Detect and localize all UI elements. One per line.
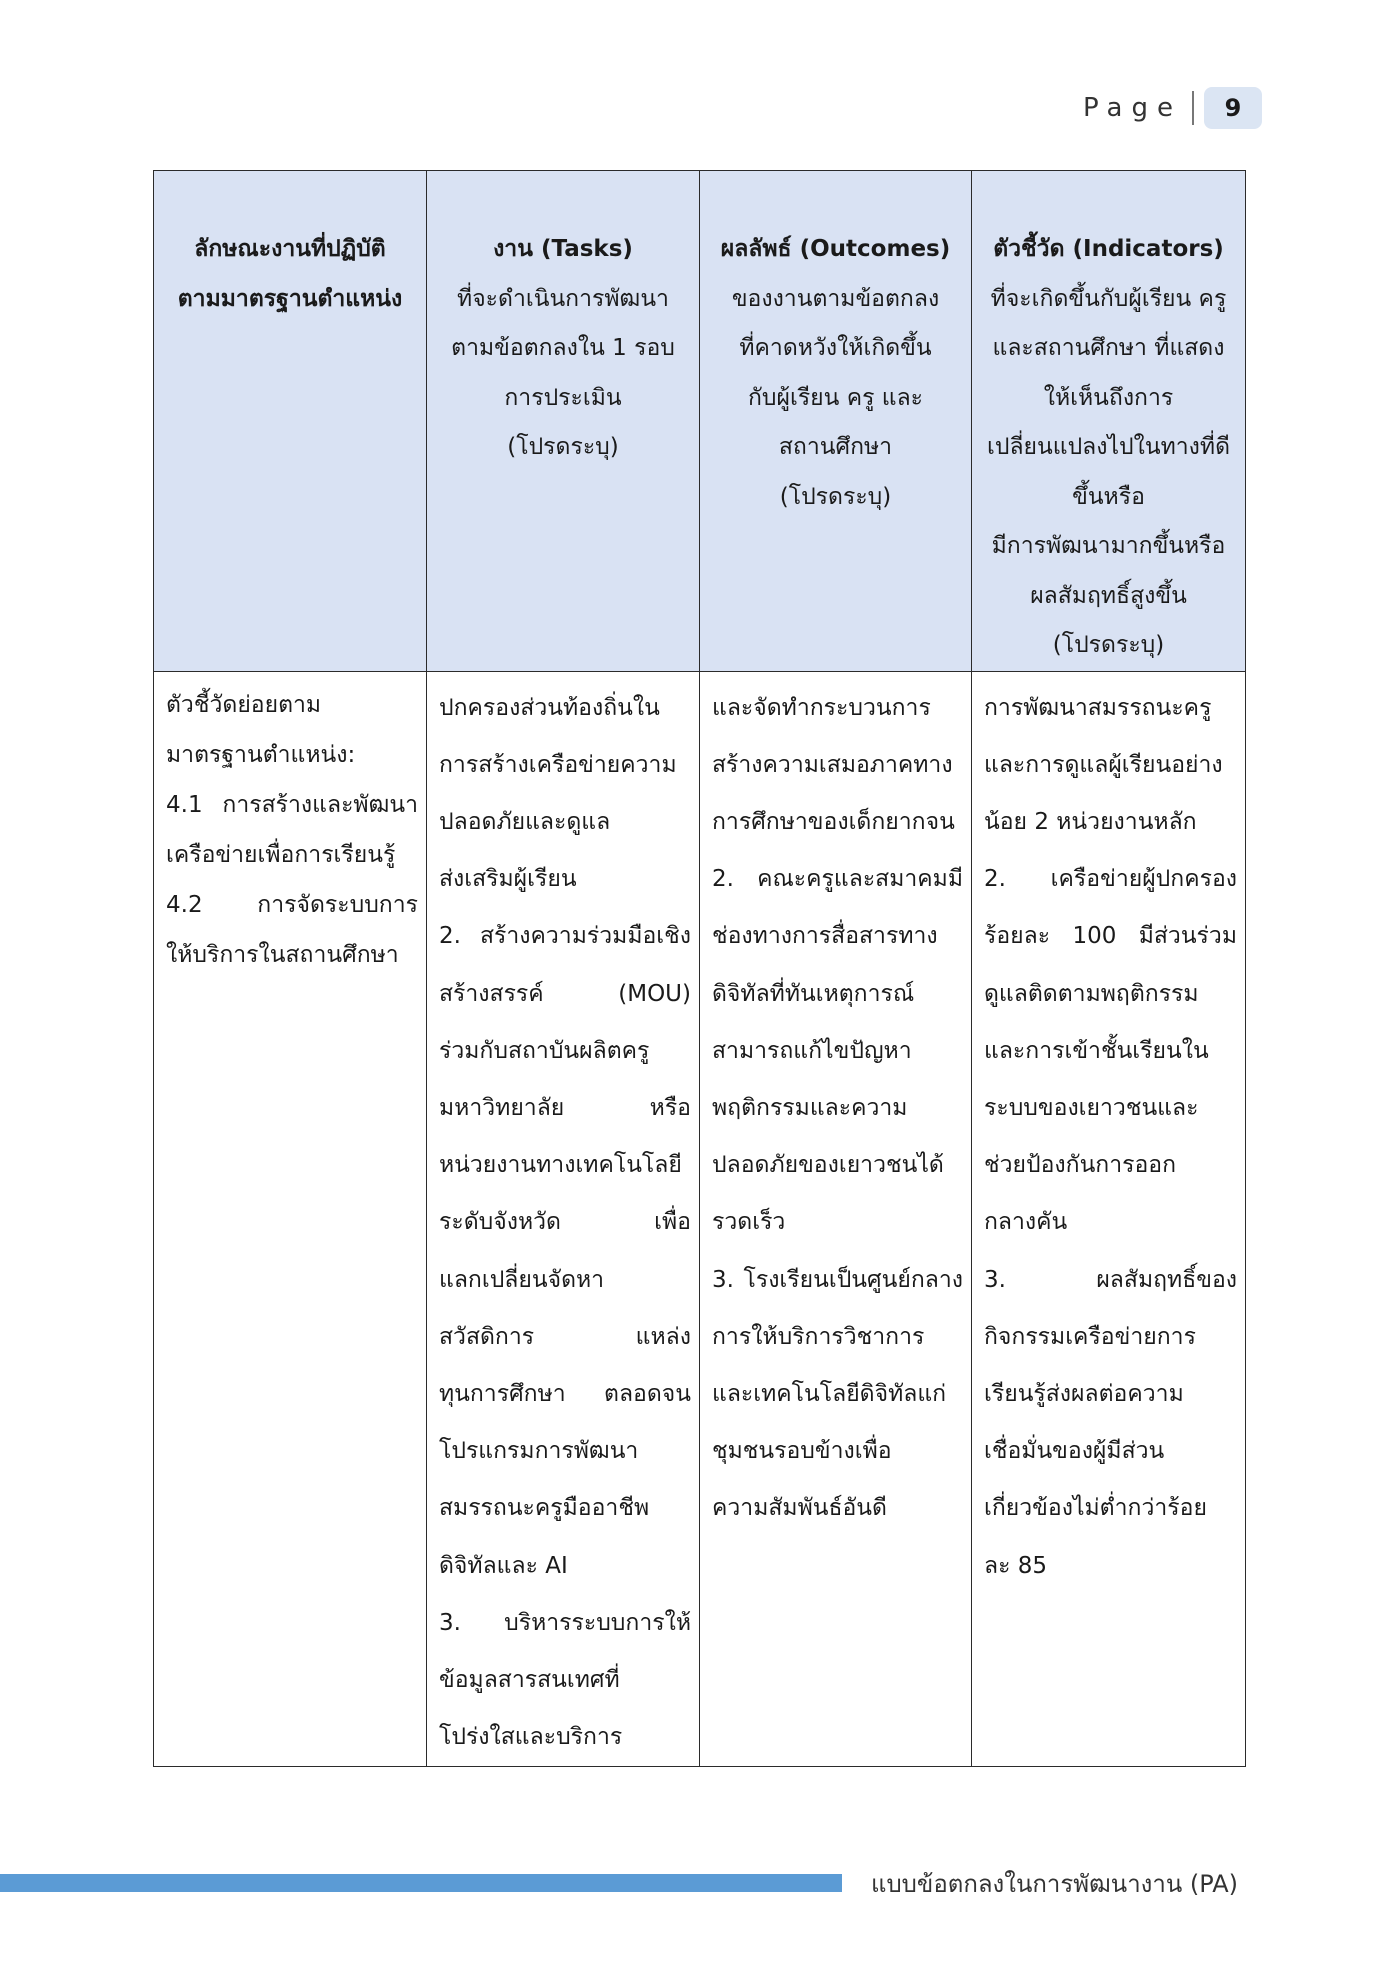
duties-line: ให้บริการในสถานศึกษา: [166, 941, 399, 968]
indicator-line: กลางคัน: [984, 1209, 1068, 1236]
outcome-line: และจัดทำกระบวนการ: [712, 694, 931, 721]
header-title-line: ผลลัพธ์ (Outcomes): [720, 236, 951, 262]
column-header-tasks: [427, 171, 700, 672]
header-description-line: ที่จะเกิดขึ้นกับผู้เรียน ครู: [990, 285, 1227, 312]
cell-duties: [154, 671, 427, 1767]
outcome-line: ความสัมพันธ์อันดี: [712, 1495, 887, 1522]
header-description-line: ตามข้อตกลงใน 1 รอบ: [451, 335, 675, 361]
outcome-line: ชุมชนรอบข้างเพื่อ: [712, 1438, 892, 1465]
indicator-line: เชื่อมั่นของผู้มีส่วน: [984, 1438, 1165, 1465]
header-description-line: ที่จะดำเนินการพัฒนา: [457, 285, 669, 312]
outcome-line: 3. โรงเรียนเป็นศูนย์กลาง: [712, 1266, 963, 1293]
header-description-line: ขึ้นหรือ: [1072, 483, 1145, 510]
task-line: ปลอดภัยและดูแล: [439, 808, 611, 835]
indicator-line: และการดูแลผู้เรียนอย่าง: [984, 751, 1223, 778]
outcome-line: พฤติกรรมและความ: [712, 1094, 908, 1121]
pa-agreement-table: [153, 170, 1246, 1767]
task-line: 2. สร้างความร่วมมือเชิง: [439, 923, 691, 950]
task-line: 3. บริหารระบบการให้: [439, 1609, 691, 1636]
outcome-line: และเทคโนโลยีดิจิทัลแก่: [712, 1380, 947, 1407]
column-header-outcomes: [700, 171, 972, 672]
duties-line: 4.2 การจัดระบบการ: [166, 891, 418, 918]
indicator-line: ช่วยป้องกันการออก: [984, 1152, 1177, 1179]
task-line: ส่งเสริมผู้เรียน: [439, 866, 577, 893]
header-description-line: ของงานตามข้อตกลง: [731, 285, 940, 312]
page-header: [1083, 86, 1262, 130]
outcome-line: การศึกษาของเด็กยากจน: [712, 808, 955, 835]
indicator-line: กิจกรรมเครือข่ายการ: [984, 1323, 1196, 1350]
indicator-line: เกี่ยวข้องไม่ต่ำกว่าร้อย: [984, 1495, 1207, 1522]
duties-line: มาตรฐานตำแหน่ง:: [166, 741, 356, 768]
table-header-row: [154, 171, 1246, 672]
outcome-line: ช่องทางการสื่อสารทาง: [712, 923, 938, 950]
outcome-line: สามารถแก้ไขปัญหา: [712, 1037, 912, 1064]
header-description-line: ที่คาดหวังให้เกิดขึ้น: [739, 335, 932, 361]
task-line: สร้างสรรค์ (MOU): [439, 980, 691, 1007]
indicator-line: ระบบของเยาวชนและ: [984, 1094, 1199, 1121]
task-line: โปร่งใสและบริการ: [439, 1724, 623, 1751]
indicator-line: ดูแลติดตามพฤติกรรม: [984, 980, 1199, 1007]
task-line: ร่วมกับสถาบันผลิตครู: [439, 1037, 650, 1064]
page-separator: [1192, 91, 1194, 125]
column-header-indicators: [972, 171, 1246, 672]
task-line: หน่วยงานทางเทคโนโลยี: [439, 1152, 682, 1179]
task-line: มหาวิทยาลัย หรือ: [439, 1094, 691, 1121]
indicator-line: น้อย 2 หน่วยงานหลัก: [984, 808, 1197, 835]
task-line: สมรรถนะครูมืออาชีพ: [439, 1495, 650, 1522]
table-row: [154, 671, 1246, 1767]
outcome-line: สร้างความเสมอภาคทาง: [712, 751, 953, 778]
task-line: สวัสดิการ แหล่ง: [439, 1323, 691, 1350]
outcome-line: ดิจิทัลที่ทันเหตุการณ์: [712, 980, 915, 1007]
header-description-line: (โปรดระบุ): [779, 483, 892, 510]
header-title-line: ลักษณะงานที่ปฏิบัติ: [194, 236, 386, 262]
indicator-line: การพัฒนาสมรรถนะครู: [984, 694, 1212, 721]
duties-line: 4.1 การสร้างและพัฒนา: [166, 791, 418, 818]
footer-accent-bar: [0, 1874, 842, 1892]
outcome-line: ปลอดภัยของเยาวชนได้: [712, 1152, 944, 1179]
header-description-line: การประเมิน: [504, 384, 622, 411]
duties-line: เครือข่ายเพื่อการเรียนรู้: [166, 841, 396, 868]
indicator-line: เรียนรู้ส่งผลต่อความ: [984, 1380, 1184, 1407]
task-line: ปกครองส่วนท้องถิ่นใน: [439, 694, 660, 721]
task-line: แลกเปลี่ยนจัดหา: [439, 1266, 605, 1293]
header-description-line: เปลี่ยนแปลงไปในทางที่ดี: [986, 434, 1231, 460]
header-description-line: กับผู้เรียน ครู และ: [747, 384, 924, 411]
outcome-line: การให้บริการวิชาการ: [712, 1323, 925, 1350]
task-line: การสร้างเครือข่ายความ: [439, 751, 677, 778]
duties-line: ตัวชี้วัดย่อยตาม: [166, 691, 322, 718]
page-label: Page: [1083, 93, 1182, 123]
header-description-line: (โปรดระบุ): [1052, 632, 1165, 658]
indicator-line: และการเข้าชั้นเรียนใน: [984, 1037, 1209, 1064]
header-description-line: ให้เห็นถึงการ: [1043, 384, 1174, 411]
footer-document-title: แบบข้อตกลงในการพัฒนางาน (PA): [870, 1870, 1238, 1898]
task-line: โปรแกรมการพัฒนา: [439, 1438, 639, 1465]
header-description-line: สถานศึกษา: [778, 434, 893, 460]
task-line: ดิจิทัลและ AI: [439, 1552, 568, 1579]
header-title-line: ตัวชี้วัด (Indicators): [993, 236, 1224, 262]
header-description-line: (โปรดระบุ): [507, 434, 619, 460]
outcome-line: รวดเร็ว: [712, 1209, 786, 1236]
header-title-line: ตามมาตรฐานตำแหน่ง: [177, 285, 403, 312]
indicator-line: 2. เครือข่ายผู้ปกครอง: [984, 866, 1237, 893]
header-description-line: และสถานศึกษา ที่แสดง: [992, 335, 1225, 361]
cell-tasks: [427, 671, 700, 1767]
header-title-line: งาน (Tasks): [493, 236, 633, 262]
task-line: ทุนการศึกษา ตลอดจน: [439, 1380, 691, 1407]
cell-outcomes: [700, 671, 972, 1767]
indicator-line: 3. ผลสัมฤทธิ์ของ: [984, 1266, 1237, 1293]
header-description-line: ผลสัมฤทธิ์สูงขึ้น: [1030, 582, 1187, 609]
outcome-line: 2. คณะครูและสมาคมมี: [712, 866, 963, 893]
column-header-duties: [154, 171, 427, 672]
indicator-line: ร้อยละ 100 มีส่วนร่วม: [984, 923, 1237, 950]
page-number-badge: 9: [1204, 87, 1262, 129]
header-description-line: มีการพัฒนามากขึ้นหรือ: [991, 533, 1226, 559]
cell-indicators: [972, 671, 1246, 1767]
task-line: ระดับจังหวัด เพื่อ: [439, 1209, 691, 1236]
task-line: ข้อมูลสารสนเทศที่: [439, 1666, 620, 1693]
indicator-line: ละ 85: [984, 1552, 1048, 1579]
